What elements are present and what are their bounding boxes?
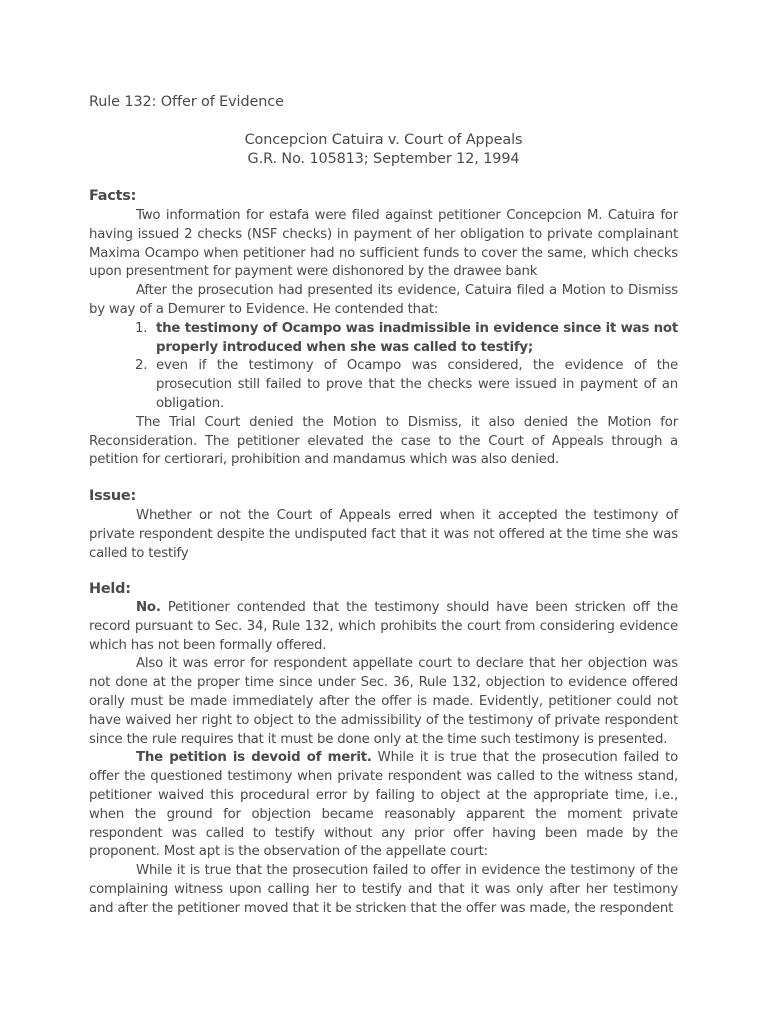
case-citation: G.R. No. 105813; September 12, 1994 — [247, 151, 520, 167]
held-paragraph-1-text: Petitioner contended that the testimony should have been stricken off the record pursuant to Sec. 34, Rule 132, which prohibits the court from considering evidence which has not been formally offered. — [89, 600, 678, 653]
case-title-block — [89, 131, 678, 169]
list-item-number: 1. — [135, 320, 148, 336]
facts-paragraph-3: The Trial Court denied the Motion to Dismiss, it also denied the Motion for Reconsideration. The petitioner elevated the case to the Court of Appeals through a petition for certiorari, prohibition and mandamus which was also denied. — [89, 414, 678, 468]
held-paragraph-3 — [89, 749, 678, 862]
held-ruling-lead: No. — [136, 600, 161, 615]
facts-heading: Facts: — [89, 188, 137, 204]
facts-paragraph-1: Two information for estafa were filed against petitioner Concepcion M. Catuira for having issued 2 checks (NSF checks) in payment of her obligation to private complainant Maxima Ocampo when petitioner had no sufficient funds to cover the same, which checks upon presentment for payment were dishonored by the drawee bank — [89, 208, 678, 280]
held-paragraph-1 — [89, 599, 678, 655]
list-item — [89, 320, 678, 358]
list-item-text: even if the testimony of Ocampo was considered, the evidence of the prosecution still failed to prove that the checks were issued in payment of an obligation. — [156, 358, 678, 411]
facts-section — [89, 207, 678, 470]
facts-contentions-list — [89, 320, 678, 414]
list-item-number: 2. — [135, 358, 148, 374]
list-item — [89, 357, 678, 413]
held-merit-lead: The petition is devoid of merit. — [136, 750, 372, 766]
issue-section — [89, 507, 678, 563]
held-paragraph-4: While it is true that the prosecution failed to offer in evidence the testimony of the complaining witness upon calling her to testify and that it was only after her testimony and after the petitioner moved that it be stricken that the offer was made, the respondent — [89, 863, 678, 916]
list-item-text: the testimony of Ocampo was inadmissible in evidence since it was not properly introduced when she was called to testify; — [156, 320, 678, 355]
case-name-line: Concepcion Catuira v. Court of Appeals — [244, 132, 523, 148]
held-paragraph-3-text: While it is true that the prosecution failed to offer the questioned testimony when private respondent was called to the witness stand, petitioner waived this procedural error by failing to object at the appropriate time, i.e., when the ground for objection became reasonably apparent the moment private respondent was called to testify without any prior offer having been made by the proponent. Most apt is the observation of the appellate court: — [89, 750, 678, 860]
facts-paragraph-2: After the prosecution had presented its evidence, Catuira filed a Motion to Dismiss by way of a Demurer to Evidence. He contended that: — [89, 283, 678, 317]
issue-paragraph: Whether or not the Court of Appeals erred when it accepted the testimony of private respondent despite the undisputed fact that it was not offered at the time she was called to testify — [89, 508, 678, 561]
held-heading: Held: — [89, 581, 131, 597]
held-paragraph-2: Also it was error for respondent appellate court to declare that her objection was not done at the proper time since under Sec. 36, Rule 132, objection to evidence offered orally must be made immediately after the offer is made. Evidently, petitioner could not have waived her right to object to the admissibility of the testimony of private respondent since the rule requires that it must be done only at the time such testimony is presented. — [89, 656, 678, 747]
rule-title: Rule 132: Offer of Evidence — [89, 94, 284, 110]
issue-heading: Issue: — [89, 488, 137, 504]
held-section — [89, 599, 678, 919]
